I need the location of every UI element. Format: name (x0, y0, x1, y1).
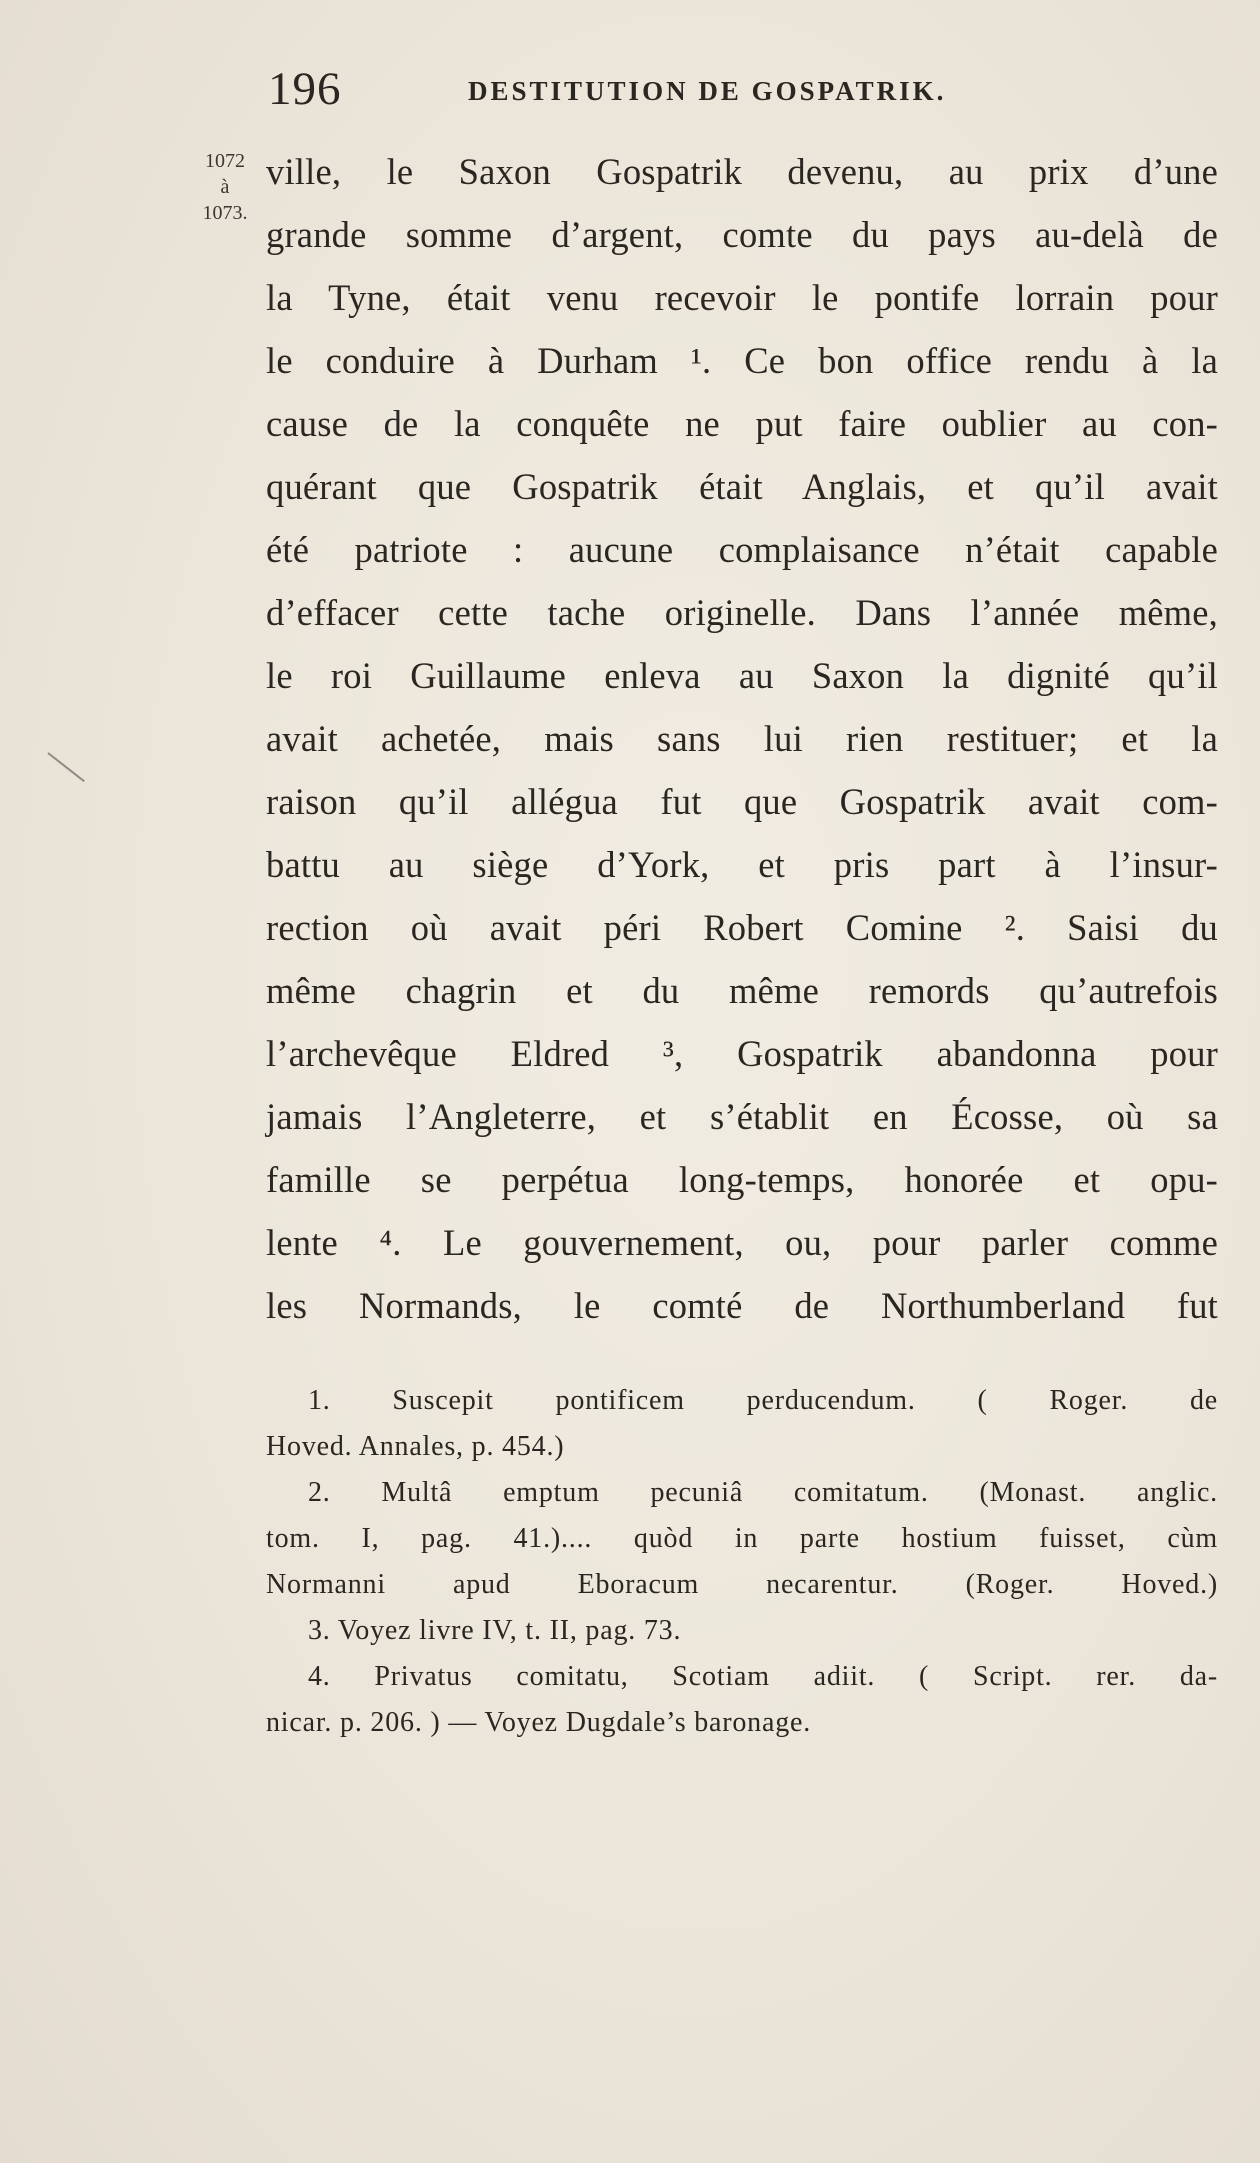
text-line: l’archevêque Eldred ³, Gospatrik abandonna pour (266, 1033, 1218, 1074)
text-line: battu au siège d’York, et pris part à l’insur- (266, 844, 1218, 885)
text-line: été patriote : aucune complaisance n’était capable (266, 529, 1218, 570)
margin-date-start: 1072 (205, 150, 245, 172)
footnote-2-cont: Normanni apud Eboracum necarentur. (Roger. Hoved.) (266, 1569, 1218, 1600)
text-line: avait achetée, mais sans lui rien restituer; et la (266, 718, 1218, 759)
footnote-4: 4. Privatus comitatu, Scotiam adiit. ( Script. rer. da- (308, 1661, 1218, 1692)
page-header (268, 62, 1028, 122)
text-line: cause de la conquête ne put faire oublier au con- (266, 403, 1218, 444)
text-line: grande somme d’argent, comte du pays au-delà de (266, 214, 1218, 255)
footnote-2-cont: tom. I, pag. 41.).... quòd in parte hostium fuisset, cùm (266, 1523, 1218, 1554)
text-line: jamais l’Angleterre, et s’établit en Écosse, où sa (266, 1096, 1218, 1137)
main-text (266, 140, 1218, 1337)
footnote-2: 2. Multâ emptum pecuniâ comitatum. (Monast. anglic. (308, 1477, 1218, 1508)
text-line: le roi Guillaume enleva au Saxon la dignité qu’il (266, 655, 1218, 696)
text-line: quérant que Gospatrik était Anglais, et qu’il avait (266, 466, 1218, 507)
footnotes (266, 1378, 1218, 1746)
text-line: les Normands, le comté de Northumberland fut (266, 1285, 1218, 1326)
page-number: 196 (268, 63, 342, 115)
running-title: DESTITUTION DE GOSPATRIK. (468, 76, 947, 106)
footnote-4-cont: nicar. p. 206. ) — Voyez Dugdale’s baronage. (266, 1707, 812, 1738)
footnote-1-cont: Hoved. Annales, p. 454.) (266, 1431, 565, 1462)
text-line: la Tyne, était venu recevoir le pontife lorrain pour (266, 277, 1218, 318)
text-line: lente ⁴. Le gouvernement, ou, pour parler comme (266, 1222, 1218, 1263)
text-line: d’effacer cette tache originelle. Dans l’année même, (266, 592, 1218, 633)
text-line: famille se perpétua long-temps, honorée et opu- (266, 1159, 1218, 1200)
margin-date-connector: à (220, 176, 230, 198)
text-line: rection où avait péri Robert Comine ². Saisi du (266, 907, 1218, 948)
margin-date-note (190, 148, 260, 226)
margin-pencil-mark (47, 752, 84, 782)
text-line: raison qu’il allégua fut que Gospatrik avait com- (266, 781, 1218, 822)
text-line: ville, le Saxon Gospatrik devenu, au prix d’une (266, 151, 1218, 192)
footnote-1: 1. Suscepit pontificem perducendum. ( Roger. de (308, 1385, 1218, 1416)
footnote-3: 3. Voyez livre IV, t. II, pag. 73. (308, 1615, 682, 1646)
text-line: même chagrin et du même remords qu’autrefois (266, 970, 1218, 1011)
text-line: le conduire à Durham ¹. Ce bon office rendu à la (266, 340, 1218, 381)
margin-date-end: 1073. (202, 202, 248, 224)
